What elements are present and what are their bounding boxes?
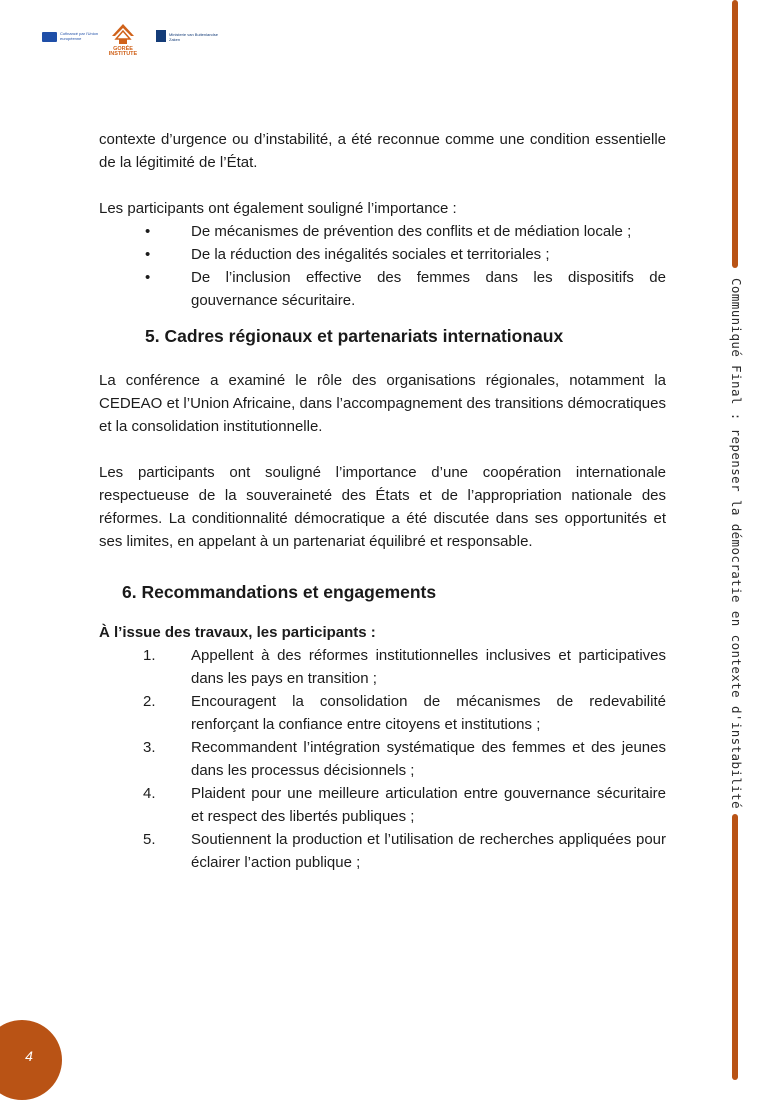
list-item [99, 782, 666, 828]
list-item [99, 644, 666, 690]
eu-flag-icon [42, 32, 57, 42]
side-running-title: Communiqué Final : repenser la démocratie en contexte d'instabilité [729, 278, 744, 810]
list-number: 1. [143, 647, 156, 664]
list-number: 3. [143, 739, 156, 756]
bullet-list [99, 220, 666, 312]
paragraph-2: Les participants ont également souligné l’importance : [99, 200, 457, 217]
list-item [99, 736, 666, 782]
paragraph-3: La conférence a examiné le rôle des organisations régionales, notamment la CEDEAO et l’Union Africaine, dans l’accompagnement des transitions démocratiques et la consolidation institutionnelle. [99, 372, 666, 435]
list-item [99, 266, 666, 312]
paragraph-4: Les participants ont souligné l’importance d’une coopération internationale respectueuse de la souveraineté des États et de l’appropriation nationale des réformes. La conditionnalité démocratique a été discutée dans ses opportunités et ses limites, en appelant à un partenariat équilibré et responsable. [99, 464, 666, 550]
side-accent-bar-top [732, 0, 738, 268]
nl-ministry-logo-text: Ministerie van Buitenlandse Zaken [169, 32, 218, 42]
paragraph-1: contexte d’urgence ou d’instabilité, a été reconnue comme une condition essentielle de la légitimité de l’État. [99, 131, 666, 171]
list-item [99, 690, 666, 736]
list-item [99, 220, 666, 243]
eu-logo-text: Cofinancé par l'Union européenne [60, 31, 99, 41]
numbered-list [99, 644, 666, 874]
nl-ministry-emblem-icon [156, 30, 166, 42]
list-item-text: Appellent à des réformes institutionnelles inclusives et participatives dans les pays en transition ; [191, 647, 666, 687]
section-heading-5: 5. Cadres régionaux et partenariats internationaux [145, 326, 564, 346]
side-accent-bar-bottom [732, 814, 738, 1080]
list-item-text: Encouragent la consolidation de mécanismes de redevabilité renforçant la confiance entre citoyens et institutions ; [191, 693, 666, 733]
list-item [99, 828, 666, 874]
list-item-text: Recommandent l’intégration systématique des femmes et des jeunes dans les processus décisionnels ; [191, 739, 666, 779]
bullet-icon: • [145, 246, 151, 263]
goree-logo-text: GORÉE INSTITUTE [108, 46, 138, 57]
page-number: 4 [25, 1048, 33, 1064]
list-item-text: De mécanismes de prévention des conflits et de médiation locale ; [191, 223, 632, 240]
list-number: 2. [143, 693, 156, 710]
list-item-text: Soutiennent la production et l’utilisation de recherches appliquées pour éclairer l’action publique ; [191, 831, 666, 871]
section-heading-6: 6. Recommandations et engagements [122, 582, 437, 602]
list-number: 5. [143, 831, 156, 848]
recommendations-lead: À l’issue des travaux, les participants : [99, 624, 376, 641]
list-item-text: De la réduction des inégalités sociales et territoriales ; [191, 246, 550, 263]
list-item [99, 243, 666, 266]
list-item-text: De l’inclusion effective des femmes dans les dispositifs de gouvernance sécuritaire. [191, 269, 666, 309]
list-item-text: Plaident pour une meilleure articulation entre gouvernance sécuritaire et respect des libertés publiques ; [191, 785, 666, 825]
bullet-icon: • [145, 269, 151, 286]
page-content [99, 128, 666, 874]
bullet-icon: • [145, 223, 151, 240]
list-number: 4. [143, 785, 156, 802]
